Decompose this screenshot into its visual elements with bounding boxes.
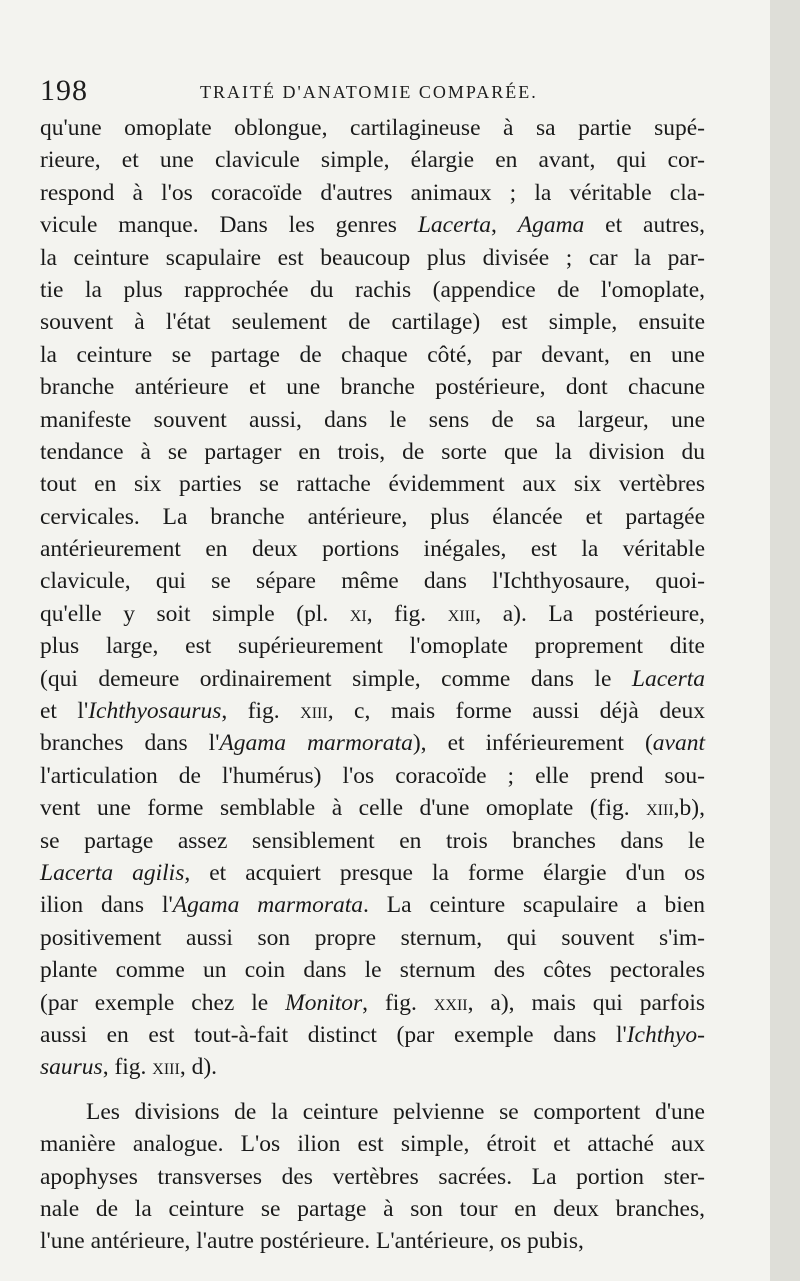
text-segment: , fig.: [366, 600, 448, 627]
text-segment: tout en six parties se rattache évidemment aux six vertèbres: [40, 471, 705, 498]
text-line: [40, 1193, 705, 1225]
text-line: [40, 695, 705, 727]
text-line: [40, 922, 705, 954]
text-segment: clavicule, qui se sépare même dans l'Ichthyosaure, quoi-: [40, 568, 705, 595]
small-caps-text: xiii: [300, 698, 328, 725]
text-line: [40, 209, 705, 241]
text-line: [40, 760, 705, 792]
text-line: [40, 112, 705, 144]
text-segment: qu'elle y soit simple (pl.: [40, 600, 350, 627]
text-line: [40, 889, 705, 921]
text-segment: , fig.: [362, 989, 434, 1016]
small-caps-text: xiii: [447, 600, 476, 627]
text-segment: , c, mais forme aussi déjà deux: [327, 698, 706, 725]
italic-text: Lacerta: [631, 665, 705, 692]
text-segment: manifeste souvent aussi, dans le sens de sa largeur, une: [40, 406, 705, 433]
text-segment: tie la plus rapprochée du rachis (appendice de l'omoplate,: [40, 276, 705, 303]
page-number: 198: [40, 74, 88, 107]
running-head: TRAITÉ D'ANATOMIE COMPARÉE.: [200, 82, 538, 102]
text-line: [40, 1096, 705, 1128]
text-line: [40, 825, 705, 857]
text-line: [40, 533, 705, 565]
italic-text: Lacerta: [417, 212, 491, 239]
text-segment: , fig.: [221, 698, 301, 725]
text-segment: nale de la ceinture se partage à son tour en deux branches,: [40, 1195, 705, 1222]
text-segment: positivement aussi son propre sternum, qui souvent s'im-: [40, 924, 705, 951]
text-segment: et autres,: [584, 212, 706, 239]
text-segment: manière analogue. L'os ilion est simple, étroit et attaché aux: [40, 1131, 705, 1158]
text-line: [40, 306, 705, 338]
paragraph-1: [40, 112, 705, 1084]
text-segment: cervicales. La branche antérieure, plus élancée et partagée: [40, 503, 705, 530]
text-segment: tendance à se partager en trois, de sorte que la division du: [40, 438, 705, 465]
text-segment: antérieurement en deux portions inégales, est la véritable: [40, 536, 705, 563]
text-segment: (par exemple chez le: [40, 989, 286, 1016]
text-segment: plante comme un coin dans le sternum des côtes pectorales: [40, 957, 705, 984]
text-segment: ,: [490, 212, 518, 239]
body-text: [40, 112, 705, 1258]
text-line: [40, 1225, 705, 1257]
text-line: [40, 501, 705, 533]
text-line: [40, 663, 705, 695]
text-segment: l'articulation de l'humérus) l'os coracoïde ; elle prend sou-: [40, 762, 705, 789]
small-caps-text: xiii: [646, 795, 674, 822]
page-edge: [770, 0, 800, 1281]
text-line: [40, 987, 705, 1019]
small-caps-text: xiii: [152, 1054, 180, 1081]
text-segment: souvent à l'état seulement de cartilage) est simple, ensuite: [40, 309, 705, 336]
text-segment: aussi en est tout-à-fait distinct (par exemple dans l': [40, 1021, 627, 1048]
text-segment: ,b),: [673, 795, 705, 822]
small-caps-text: xxii: [433, 989, 468, 1016]
text-line: [40, 177, 705, 209]
text-segment: plus large, est supérieurement l'omoplate proprement dite: [40, 633, 705, 660]
text-line: [40, 144, 705, 176]
text-line: [40, 404, 705, 436]
text-line: [40, 954, 705, 986]
text-line: [40, 274, 705, 306]
text-segment: vicule manque. Dans les genres: [40, 212, 418, 239]
text-segment: se partage assez sensiblement en trois branches dans le: [40, 827, 705, 854]
italic-text: Ichthyosaurus: [88, 698, 222, 725]
text-segment: branches dans l': [40, 730, 220, 757]
page-header: [40, 74, 730, 114]
text-segment: , a), mais qui parfois: [467, 989, 705, 1016]
text-line: [40, 792, 705, 824]
text-line: [40, 1051, 705, 1083]
italic-text: Monitor: [285, 989, 363, 1016]
text-segment: , et acquiert presque la forme élargie d'un os: [184, 859, 705, 886]
text-segment: ilion dans l': [40, 892, 173, 919]
italic-text: Ichthyo-: [626, 1021, 705, 1048]
text-segment: qu'une omoplate oblongue, cartilagineuse à sa partie supé-: [40, 115, 705, 141]
text-segment: rieure, et une clavicule simple, élargie en avant, qui cor-: [40, 147, 705, 174]
text-line: [40, 598, 705, 630]
text-segment: et l': [40, 698, 89, 725]
text-segment: branche antérieure et une branche postérieure, dont chacune: [40, 374, 705, 401]
italic-text: avant: [652, 730, 705, 757]
text-segment: , fig.: [102, 1054, 153, 1081]
italic-text: Lacerta agilis: [40, 859, 185, 886]
italic-text: saurus: [40, 1054, 103, 1081]
text-segment: la ceinture scapulaire est beaucoup plus divisée ; car la par-: [40, 244, 705, 271]
text-segment: vent une forme semblable à celle d'une omoplate (fig.: [40, 795, 647, 822]
text-line: [40, 242, 705, 274]
text-segment: Les divisions de la ceinture pelvienne se comportent d'une: [86, 1098, 705, 1125]
text-segment: apophyses transverses des vertèbres sacrées. La portion ster-: [40, 1163, 705, 1190]
text-line: [40, 371, 705, 403]
paragraph-gap: [40, 1084, 705, 1096]
text-line: [40, 565, 705, 597]
italic-text: Agama: [517, 212, 585, 239]
text-segment: la ceinture se partage de chaque côté, par devant, en une: [40, 341, 705, 368]
text-line: [40, 1019, 705, 1051]
text-line: [40, 1161, 705, 1193]
text-segment: (qui demeure ordinairement simple, comme dans le: [40, 665, 632, 692]
text-line: [40, 727, 705, 759]
text-segment: , d).: [179, 1054, 218, 1081]
text-line: [40, 857, 705, 889]
text-line: [40, 339, 705, 371]
text-segment: respond à l'os coracoïde d'autres animaux ; la véritable cla-: [40, 179, 705, 206]
text-line: [40, 1128, 705, 1160]
paragraph-2: [40, 1096, 705, 1258]
text-segment: . La ceinture scapulaire a bien: [363, 892, 705, 919]
text-line: [40, 436, 705, 468]
italic-text: Agama marmorata: [219, 730, 413, 757]
small-caps-text: xi: [349, 600, 367, 627]
italic-text: Agama marmorata: [172, 892, 363, 919]
text-segment: , a). La postérieure,: [475, 600, 706, 627]
text-segment: ), et inférieurement (: [412, 730, 653, 757]
text-line: [40, 630, 705, 662]
text-segment: l'une antérieure, l'autre postérieure. L'antérieure, os pubis,: [40, 1228, 584, 1255]
text-line: [40, 468, 705, 500]
